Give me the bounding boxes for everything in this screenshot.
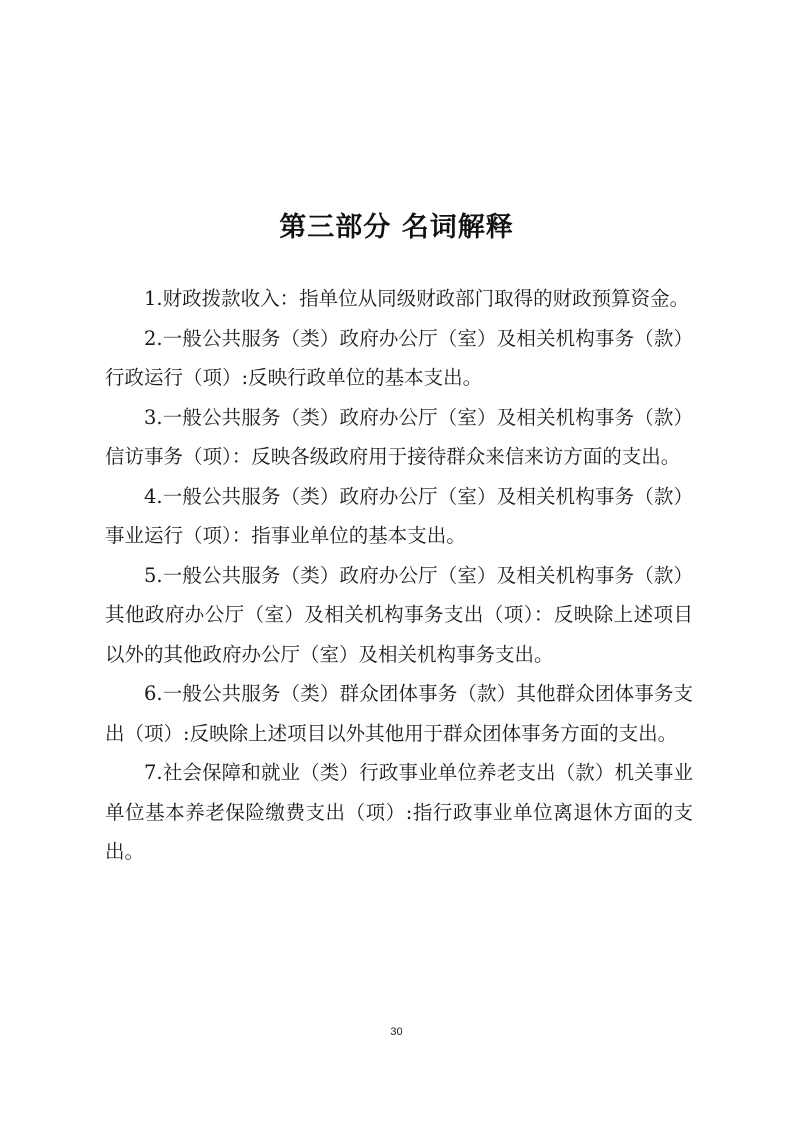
definition-paragraph: 2.一般公共服务（类）政府办公厅（室）及相关机构事务（款）行政运行（项）:反映行政单位的基本支出。 bbox=[105, 326, 693, 389]
definition-paragraph: 7.社会保障和就业（类）行政事业单位养老支出（款）机关事业单位基本养老保险缴费支出（项）:指行政事业单位离退休方面的支出。 bbox=[105, 761, 693, 863]
definition-paragraph: 6.一般公共服务（类）群众团体事务（款）其他群众团体事务支出（项）:反映除上述项目以外其他用于群众团体事务方面的支出。 bbox=[105, 682, 693, 745]
definition-paragraph: 1.财政拨款收入：指单位从同级财政部门取得的财政预算资金。 bbox=[144, 287, 690, 310]
page-number: 30 bbox=[390, 1026, 403, 1038]
definition-paragraph: 3.一般公共服务（类）政府办公厅（室）及相关机构事务（款）信访事务（项）：反映各级政府用于接待群众来信来访方面的支出。 bbox=[105, 405, 693, 468]
definition-paragraph: 5.一般公共服务（类）政府办公厅（室）及相关机构事务（款）其他政府办公厅（室）及相关机构事务支出（项）：反映除上述项目以外的其他政府办公厅（室）及相关机构事务支出。 bbox=[105, 563, 693, 666]
definition-paragraph: 4.一般公共服务（类）政府办公厅（室）及相关机构事务（款）事业运行（项）：指事业单位的基本支出。 bbox=[105, 484, 693, 547]
definitions-body bbox=[105, 279, 693, 872]
section-title: 第三部分 名词解释 bbox=[279, 212, 514, 243]
